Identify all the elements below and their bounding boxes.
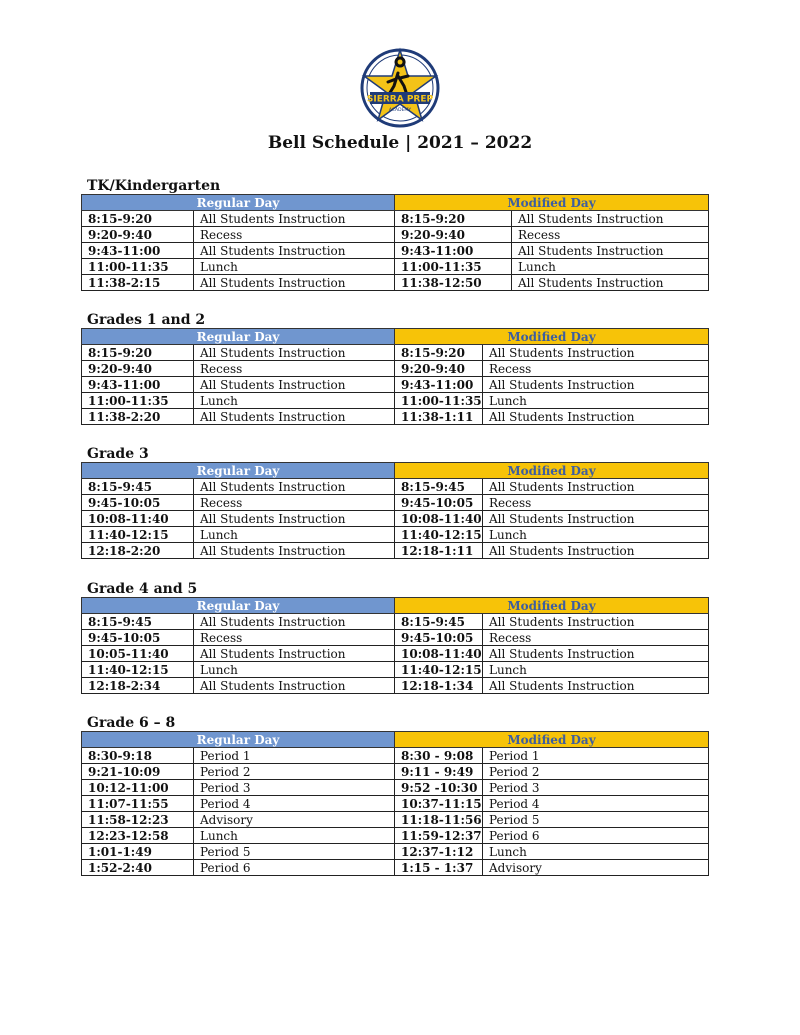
- modified-time: 8:15-9:20: [395, 211, 512, 227]
- regular-time: 9:20-9:40: [82, 227, 194, 243]
- table-row: [82, 259, 709, 275]
- modified-activity: Recess: [483, 361, 709, 377]
- regular-time: 9:43-11:00: [82, 377, 194, 393]
- modified-activity: Period 5: [483, 812, 709, 828]
- modified-time: 10:08-11:40: [395, 646, 483, 662]
- modified-time: 10:37-11:15: [395, 796, 483, 812]
- regular-activity: Lunch: [194, 527, 395, 543]
- modified-activity: Period 4: [483, 796, 709, 812]
- regular-time: 8:30-9:18: [82, 748, 194, 764]
- section-grade-3: [81, 446, 708, 559]
- section-grade-6-8: [81, 715, 708, 876]
- regular-day-header: Regular Day: [82, 463, 395, 479]
- modified-time: 9:20-9:40: [395, 227, 512, 243]
- modified-time: 11:40-12:15: [395, 662, 483, 678]
- modified-time: 9:45-10:05: [395, 495, 483, 511]
- modified-day-header: Modified Day: [395, 463, 709, 479]
- table-row: [82, 630, 709, 646]
- modified-activity: All Students Instruction: [483, 646, 709, 662]
- regular-time: 9:45-10:05: [82, 630, 194, 646]
- table-row: [82, 361, 709, 377]
- table-row: [82, 243, 709, 259]
- regular-activity: Lunch: [194, 393, 395, 409]
- section-grade-4-and-5: [81, 581, 708, 694]
- regular-activity: All Students Instruction: [194, 409, 395, 425]
- regular-time: 11:58-12:23: [82, 812, 194, 828]
- logo-text: SIERRA PREP: [366, 94, 434, 105]
- regular-time: 11:38-2:15: [82, 275, 194, 291]
- modified-activity: All Students Instruction: [483, 678, 709, 694]
- modified-activity: Period 3: [483, 780, 709, 796]
- schedule-table: [81, 731, 709, 876]
- modified-time: 11:00-11:35: [395, 393, 483, 409]
- modified-time: 9:43-11:00: [395, 243, 512, 259]
- modified-activity: All Students Instruction: [483, 409, 709, 425]
- modified-activity: All Students Instruction: [483, 543, 709, 559]
- modified-time: 11:38-12:50: [395, 275, 512, 291]
- regular-time: 1:52-2:40: [82, 860, 194, 876]
- schedule-table: [81, 597, 709, 694]
- regular-time: 10:05-11:40: [82, 646, 194, 662]
- regular-day-header: Regular Day: [82, 732, 395, 748]
- modified-time: 9:11 - 9:49: [395, 764, 483, 780]
- modified-activity: All Students Instruction: [512, 211, 709, 227]
- modified-time: 12:18-1:34: [395, 678, 483, 694]
- regular-activity: All Students Instruction: [194, 377, 395, 393]
- table-row: [82, 812, 709, 828]
- modified-activity: All Students Instruction: [512, 243, 709, 259]
- table-row: [82, 543, 709, 559]
- table-row: [82, 662, 709, 678]
- regular-activity: Advisory: [194, 812, 395, 828]
- table-row: [82, 409, 709, 425]
- modified-time: 8:15-9:45: [395, 614, 483, 630]
- regular-time: 9:20-9:40: [82, 361, 194, 377]
- table-row: [82, 796, 709, 812]
- modified-activity: Period 2: [483, 764, 709, 780]
- regular-time: 8:15-9:45: [82, 614, 194, 630]
- modified-activity: All Students Instruction: [483, 345, 709, 361]
- table-row: [82, 211, 709, 227]
- regular-time: 12:23-12:58: [82, 828, 194, 844]
- modified-time: 8:15-9:20: [395, 345, 483, 361]
- regular-activity: All Students Instruction: [194, 211, 395, 227]
- modified-day-header: Modified Day: [395, 732, 709, 748]
- table-row: [82, 377, 709, 393]
- table-row: [82, 393, 709, 409]
- modified-activity: Period 6: [483, 828, 709, 844]
- regular-activity: All Students Instruction: [194, 543, 395, 559]
- modified-activity: Lunch: [483, 844, 709, 860]
- section-grades-1-and-2: [81, 312, 708, 425]
- regular-activity: All Students Instruction: [194, 479, 395, 495]
- regular-time: 10:08-11:40: [82, 511, 194, 527]
- regular-day-header: Regular Day: [82, 598, 395, 614]
- section-title: Grade 3: [87, 446, 149, 462]
- regular-activity: All Students Instruction: [194, 614, 395, 630]
- modified-activity: Lunch: [483, 527, 709, 543]
- modified-time: 8:15-9:45: [395, 479, 483, 495]
- section-tk-kindergarten: [81, 178, 708, 291]
- schedule-table: [81, 462, 709, 559]
- table-row: [82, 828, 709, 844]
- regular-activity: Recess: [194, 495, 395, 511]
- schedule-table: [81, 328, 709, 425]
- regular-activity: Period 1: [194, 748, 395, 764]
- table-row: [82, 511, 709, 527]
- logo-subtext: ACADEMY: [388, 108, 412, 113]
- regular-time: 1:01-1:49: [82, 844, 194, 860]
- schedule-table: [81, 194, 709, 291]
- section-title: Grade 6 – 8: [87, 715, 176, 731]
- table-row: [82, 860, 709, 876]
- table-row: [82, 678, 709, 694]
- modified-time: 11:18-11:56: [395, 812, 483, 828]
- modified-time: 12:37-1:12: [395, 844, 483, 860]
- modified-day-header: Modified Day: [395, 195, 709, 211]
- modified-activity: All Students Instruction: [483, 511, 709, 527]
- regular-activity: Period 2: [194, 764, 395, 780]
- regular-activity: All Students Instruction: [194, 345, 395, 361]
- regular-time: 9:45-10:05: [82, 495, 194, 511]
- regular-time: 12:18-2:20: [82, 543, 194, 559]
- table-row: [82, 527, 709, 543]
- table-row: [82, 780, 709, 796]
- regular-activity: Period 6: [194, 860, 395, 876]
- modified-time: 8:30 - 9:08: [395, 748, 483, 764]
- modified-activity: Advisory: [483, 860, 709, 876]
- table-row: [82, 275, 709, 291]
- regular-time: 8:15-9:20: [82, 211, 194, 227]
- modified-day-header: Modified Day: [395, 329, 709, 345]
- modified-time: 9:52 -10:30: [395, 780, 483, 796]
- regular-activity: All Students Instruction: [194, 646, 395, 662]
- regular-activity: All Students Instruction: [194, 243, 395, 259]
- regular-time: 9:21-10:09: [82, 764, 194, 780]
- modified-time: 10:08-11:40: [395, 511, 483, 527]
- regular-time: 11:38-2:20: [82, 409, 194, 425]
- modified-activity: Period 1: [483, 748, 709, 764]
- regular-time: 11:00-11:35: [82, 393, 194, 409]
- regular-activity: Period 4: [194, 796, 395, 812]
- modified-activity: All Students Instruction: [483, 614, 709, 630]
- regular-activity: All Students Instruction: [194, 678, 395, 694]
- modified-time: 11:00-11:35: [395, 259, 512, 275]
- regular-activity: Lunch: [194, 259, 395, 275]
- modified-activity: Lunch: [483, 662, 709, 678]
- table-row: [82, 646, 709, 662]
- table-row: [82, 227, 709, 243]
- table-row: [82, 345, 709, 361]
- regular-activity: Lunch: [194, 662, 395, 678]
- modified-activity: All Students Instruction: [483, 377, 709, 393]
- modified-activity: Lunch: [512, 259, 709, 275]
- table-row: [82, 748, 709, 764]
- modified-time: 9:20-9:40: [395, 361, 483, 377]
- regular-day-header: Regular Day: [82, 195, 395, 211]
- regular-day-header: Regular Day: [82, 329, 395, 345]
- section-title: Grade 4 and 5: [87, 581, 198, 597]
- regular-time: 9:43-11:00: [82, 243, 194, 259]
- table-row: [82, 844, 709, 860]
- regular-time: 8:15-9:45: [82, 479, 194, 495]
- regular-activity: All Students Instruction: [194, 275, 395, 291]
- modified-time: 9:43-11:00: [395, 377, 483, 393]
- regular-time: 11:00-11:35: [82, 259, 194, 275]
- table-row: [82, 495, 709, 511]
- modified-day-header: Modified Day: [395, 598, 709, 614]
- modified-activity: Lunch: [483, 393, 709, 409]
- regular-activity: Period 3: [194, 780, 395, 796]
- modified-time: 11:38-1:11: [395, 409, 483, 425]
- regular-activity: Recess: [194, 227, 395, 243]
- regular-time: 11:40-12:15: [82, 662, 194, 678]
- regular-activity: Period 5: [194, 844, 395, 860]
- regular-time: 8:15-9:20: [82, 345, 194, 361]
- modified-activity: Recess: [483, 495, 709, 511]
- modified-time: 1:15 - 1:37: [395, 860, 483, 876]
- school-logo: [358, 46, 442, 130]
- regular-activity: Recess: [194, 361, 395, 377]
- modified-time: 11:40-12:15: [395, 527, 483, 543]
- modified-activity: Recess: [483, 630, 709, 646]
- regular-time: 11:40-12:15: [82, 527, 194, 543]
- modified-activity: Recess: [512, 227, 709, 243]
- regular-time: 11:07-11:55: [82, 796, 194, 812]
- modified-activity: All Students Instruction: [512, 275, 709, 291]
- page-title: Bell Schedule | 2021 – 2022: [267, 133, 533, 153]
- modified-time: 9:45-10:05: [395, 630, 483, 646]
- regular-activity: Lunch: [194, 828, 395, 844]
- table-row: [82, 614, 709, 630]
- regular-time: 12:18-2:34: [82, 678, 194, 694]
- table-row: [82, 764, 709, 780]
- modified-time: 11:59-12:37: [395, 828, 483, 844]
- table-row: [82, 479, 709, 495]
- section-title: TK/Kindergarten: [87, 178, 221, 194]
- regular-activity: All Students Instruction: [194, 511, 395, 527]
- modified-activity: All Students Instruction: [483, 479, 709, 495]
- regular-time: 10:12-11:00: [82, 780, 194, 796]
- section-title: Grades 1 and 2: [87, 312, 206, 328]
- regular-activity: Recess: [194, 630, 395, 646]
- modified-time: 12:18-1:11: [395, 543, 483, 559]
